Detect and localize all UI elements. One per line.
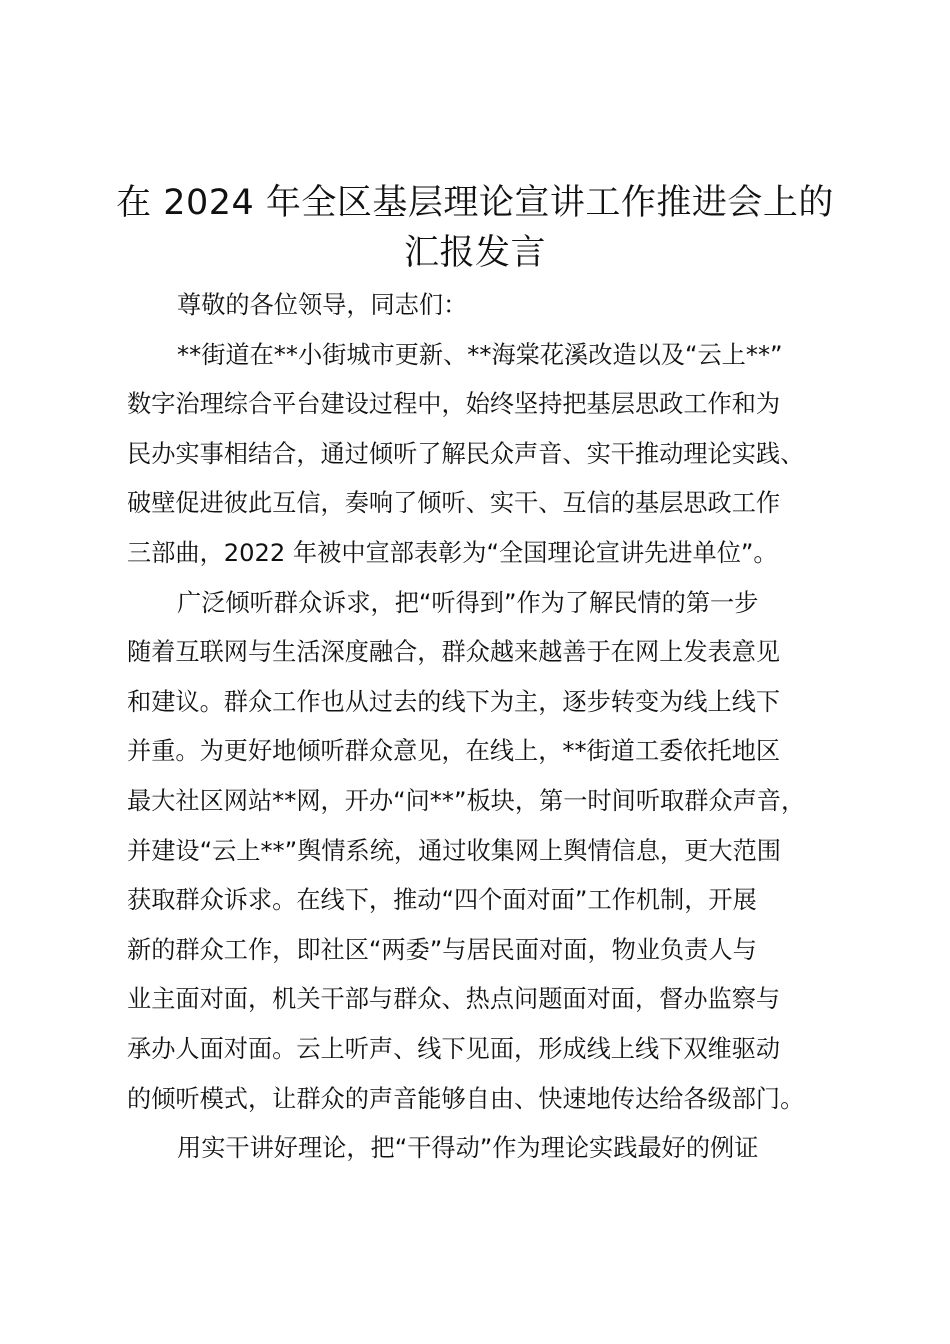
paragraph-line: 获取群众诉求。在线下，推动“四个面对面”工作机制，开展 [127,886,757,915]
paragraph-line: 业主面对面，机关干部与群众、热点问题面对面，督办监察与 [127,985,781,1014]
paragraph-line: 数字治理综合平台建设过程中，始终坚持把基层思政工作和为 [127,390,781,419]
paragraph-line: 随着互联网与生活深度融合，群众越来越善于在网上发表意见 [127,638,781,667]
paragraph-line: 的倾听模式，让群众的声音能够自由、快速地传达给各级部门。 [127,1084,805,1113]
paragraph-line: 用实干讲好理论，把“干得动”作为理论实践最好的例证 [177,1134,759,1163]
paragraph-line: 破壁促进彼此互信，奏响了倾听、实干、互信的基层思政工作 [127,489,781,518]
title-line: 在 2024 年全区基层理论宣讲工作推进会上的 [116,183,834,223]
paragraph-line: 广泛倾听群众诉求，把“听得到”作为了解民情的第一步 [177,588,759,617]
paragraph-line: 并建设“云上**”舆情系统，通过收集网上舆情信息，更大范围 [127,836,781,865]
document-title [100,178,850,278]
paragraph-line: **街道在**小街城市更新、**海棠花溪改造以及“云上**” [177,340,783,369]
paragraph-line: 民办实事相结合，通过倾听了解民众声音、实干推动理论实践、 [127,439,805,468]
paragraph-line: 三部曲，2022 年被中宣部表彰为“全国理论宣讲先进单位”。 [127,538,778,567]
salutation: 尊敬的各位领导，同志们： [177,291,468,319]
document-body [127,281,847,1174]
title-line: 汇报发言 [403,233,546,273]
paragraph-line: 承办人面对面。云上听声、线下见面，形成线上线下双维驱动 [127,1034,781,1063]
paragraph-line: 新的群众工作，即社区“两委”与居民面对面，物业负责人与 [127,935,757,964]
paragraph-line: 和建议。群众工作也从过去的线下为主，逐步转变为线上线下 [127,687,781,716]
paragraph-line: 最大社区网站**网，开办“问**”板块，第一时间听取群众声音， [127,786,806,815]
paragraph [127,331,847,579]
paragraph-line: 并重。为更好地倾听群众意见，在线上，**街道工委依托地区 [127,737,781,766]
paragraph [127,1124,847,1174]
paragraph [127,579,847,1125]
